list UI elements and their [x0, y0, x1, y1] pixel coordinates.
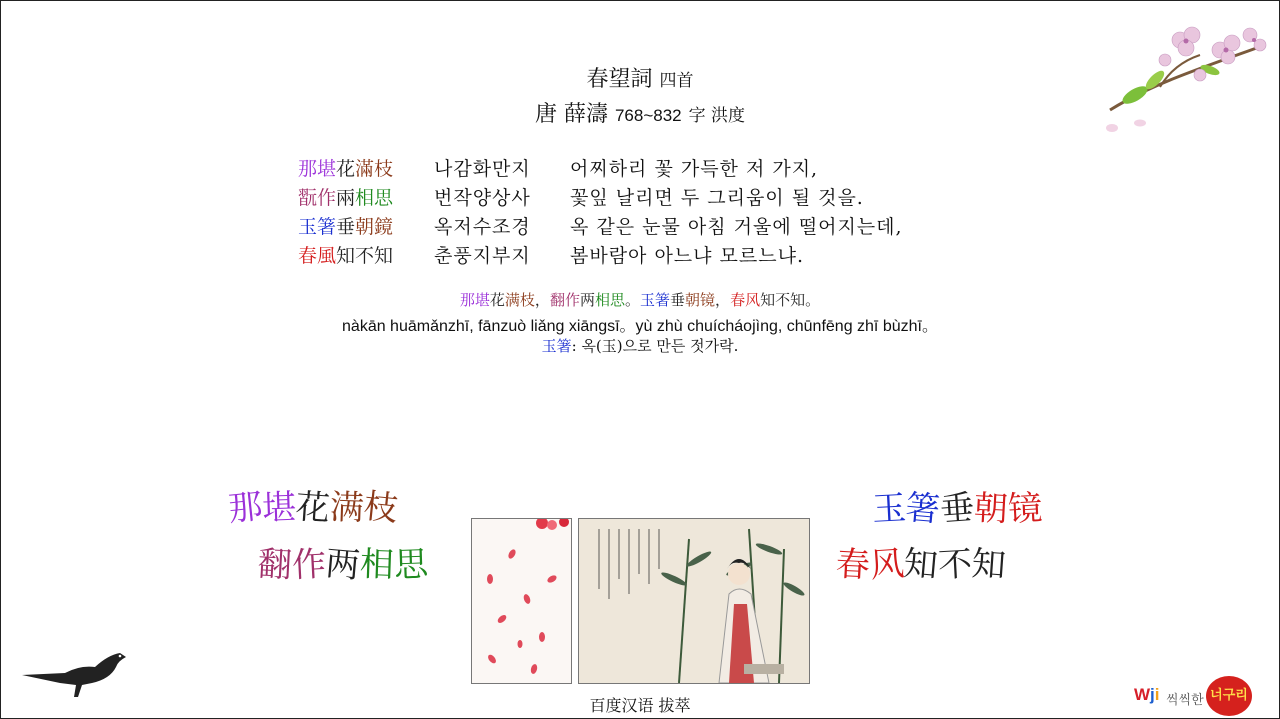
hanja-segment: 知不知	[336, 245, 394, 267]
portrait-painting-image	[578, 518, 810, 684]
title-text: 春望詞	[586, 67, 653, 92]
hanja-segment: 那堪	[298, 158, 337, 180]
title-suffix: 四首	[659, 71, 694, 91]
calligraphy-char: 知	[970, 543, 1008, 587]
hanja-segment: 翫作	[298, 187, 337, 209]
calligraphy-char: 春	[834, 544, 871, 586]
author-courtesy: 字 洪度	[688, 106, 746, 126]
image-caption: 百度汉语 拔萃	[589, 696, 691, 715]
poem-line	[298, 242, 903, 271]
author-years: 768~832	[614, 106, 682, 125]
hanja-segment: 相思	[355, 187, 394, 209]
simplified-segment: 知不知	[760, 291, 806, 309]
simplified-segment: 花	[489, 291, 505, 309]
simplified-line	[0, 289, 1280, 310]
poem-title	[0, 62, 1280, 93]
calligraphy-char: 风	[868, 543, 906, 587]
poem-hanja	[298, 213, 434, 242]
simplified-segment: 相思	[594, 291, 625, 309]
poem-translation: 봄바람아 아느냐 모르느냐.	[570, 245, 805, 267]
channel-logo	[1134, 670, 1280, 719]
calligraphy-char: 花	[294, 486, 332, 530]
calligraphy-char: 玉	[871, 488, 908, 530]
calligraphy-char: 枝	[361, 486, 400, 530]
calligraphy-char: 翻	[256, 544, 293, 586]
poem-block	[298, 155, 903, 271]
poem-line	[298, 184, 903, 213]
poem-line	[298, 213, 903, 242]
logo-tagline: 씩씩한	[1166, 693, 1204, 708]
simplified-segment: 垂	[670, 291, 686, 309]
hanja-segment: 兩	[336, 187, 356, 209]
note-text: : 옥(玉)으로 만든 젓가락.	[571, 337, 739, 355]
calligraphy-char: 朝	[972, 488, 1009, 530]
poem-translation: 꽃잎 날리면 두 그리움이 될 것을.	[570, 187, 864, 209]
poem-translation: 옥 같은 눈물 아침 거울에 떨어지는데,	[570, 216, 903, 238]
simplified-segment: ，	[534, 291, 550, 309]
pinyin-line: nàkān huāmǎnzhī, fānzuò liǎng xiāngsī。yù zhù chuícháojìng, chūnfēng zhī bùzhī。	[342, 318, 938, 335]
poem-author	[0, 97, 1280, 128]
calligraphy-char: 那	[226, 486, 265, 530]
poem-line	[298, 155, 903, 184]
simplified-segment: 那堪	[459, 291, 490, 309]
calligraphy-char: 相	[359, 544, 395, 586]
simplified-segment: 两	[579, 291, 595, 309]
simplified-segment: ，	[715, 291, 731, 309]
hanja-segment: 花	[336, 158, 356, 180]
calligraphy-char: 箸	[904, 487, 942, 531]
calligraphy-char: 知	[902, 543, 940, 587]
simplified-segment: 满枝	[504, 291, 535, 309]
author-name: 唐 薛濤	[534, 102, 608, 127]
petal-image	[471, 518, 572, 684]
vocab-note	[0, 335, 1280, 356]
calligraphy-char: 镜	[1007, 488, 1044, 530]
calligraphy-char: 不	[937, 544, 974, 586]
logo-wji: Wji	[1134, 685, 1160, 704]
poem-reading: 옥저수조경	[434, 216, 531, 238]
calligraphy-line-1	[228, 480, 398, 529]
simplified-segment: 。	[805, 291, 821, 309]
poem-hanja	[298, 242, 434, 271]
simplified-segment: 翻作	[549, 291, 580, 309]
hanja-segment: 春風	[298, 245, 337, 267]
calligraphy-line-3	[872, 481, 1042, 530]
calligraphy-char: 堪	[261, 487, 297, 529]
simplified-segment: 朝镜	[685, 291, 716, 309]
simplified-segment: 玉箸	[640, 291, 671, 309]
simplified-segment: 春风	[730, 291, 761, 309]
poem-hanja	[298, 155, 434, 184]
calligraphy-line-4	[836, 537, 1006, 586]
poem-reading: 번작양상사	[434, 187, 531, 209]
calligraphy-char: 作	[291, 544, 328, 586]
magpie-bird-icon	[20, 645, 130, 700]
hanja-segment: 朝鏡	[355, 216, 394, 238]
hanja-segment: 垂	[336, 216, 356, 238]
hanja-segment: 滿枝	[355, 158, 394, 180]
calligraphy-char: 垂	[938, 487, 976, 531]
logo-badge: 너구리	[1206, 676, 1252, 716]
calligraphy-char: 思	[393, 544, 429, 586]
poem-reading: 나감화만지	[434, 158, 531, 180]
simplified-segment: 。	[624, 291, 640, 309]
hanja-segment: 玉箸	[298, 216, 337, 238]
calligraphy-line-2	[258, 537, 428, 586]
poem-translation: 어찌하리 꽃 가득한 저 가지,	[570, 158, 819, 180]
calligraphy-char: 满	[329, 487, 365, 529]
calligraphy-char: 两	[324, 543, 362, 587]
poem-hanja	[298, 184, 434, 213]
note-term: 玉箸	[541, 337, 572, 355]
poem-reading: 춘풍지부지	[434, 245, 531, 267]
